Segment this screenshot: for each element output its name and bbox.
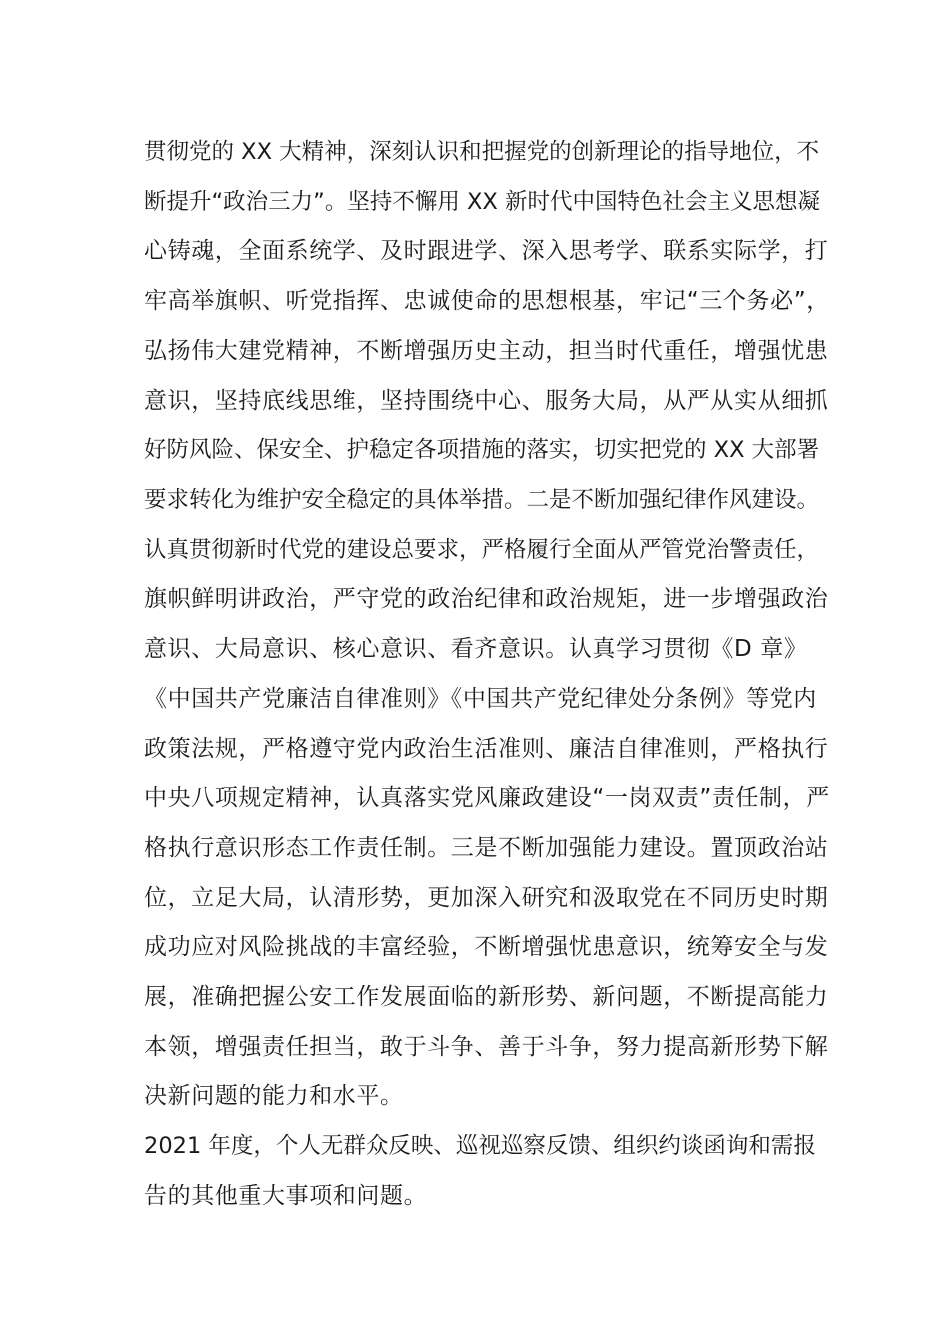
text-line: 要求转化为维护安全稳定的具体举措。二是不断加强纪律作风建设。 [144,487,820,513]
text-line: 决新问题的能力和水平。 [144,1083,404,1109]
text-line: 断提升“政治三力”。坚持不懈用 XX 新时代中国特色社会主义思想凝 [144,189,820,215]
text-line: 展，准确把握公安工作发展面临的新形势、新问题，不断提高能力 [144,984,829,1010]
text-line: 《中国共产党廉洁自律准则》《中国共产党纪律处分条例》等党内 [144,686,817,712]
text-line: 位，立足大局，认清形势，更加深入研究和汲取党在不同历史时期 [144,885,829,911]
text-line: 成功应对风险挑战的丰富经验，不断增强忧患意识，统筹安全与发 [144,934,829,960]
text-line: 心铸魂，全面系统学、及时跟进学、深入思考学、联系实际学，打 [144,238,829,264]
text-line: 旗帜鲜明讲政治，严守党的政治纪律和政治规矩，进一步增强政治 [144,586,829,612]
text-line: 弘扬伟大建党精神，不断增强历史主动，担当时代重任，增强忧患 [144,338,829,364]
text-line: 告的其他重大事项和问题。 [144,1183,428,1209]
text-line: 格执行意识形态工作责任制。三是不断加强能力建设。置顶政治站 [144,835,829,861]
text-line: 认真贯彻新时代党的建设总要求，严格履行全面从严管党治警责任， [144,537,820,563]
text-line: 牢高举旗帜、听党指挥、忠诚使命的思想根基，牢记“三个务必”， [144,288,830,314]
text-line: 意识，坚持底线思维，坚持围绕中心、服务大局，从严从实从细抓 [144,388,829,414]
text-line: 好防风险、保安全、护稳定各项措施的落实，切实把党的 XX 大部署 [144,437,820,463]
text-line: 2021 年度，个人无群众反映、巡视巡察反馈、组织约谈函询和需报 [144,1133,816,1159]
text-line: 中央八项规定精神，认真落实党风廉政建设“一岗双责”责任制，严 [144,785,830,811]
text-line: 意识、大局意识、核心意识、看齐意识。认真学习贯彻《D 章》 [144,636,808,662]
text-line: 本领，增强责任担当，敢于斗争、善于斗争，努力提高新形势下解 [144,1034,829,1060]
text-line: 贯彻党的 XX 大精神，深刻认识和把握党的创新理论的指导地位，不 [144,139,820,165]
text-line: 政策法规，严格遵守党内政治生活准则、廉洁自律准则，严格执行 [144,736,829,762]
